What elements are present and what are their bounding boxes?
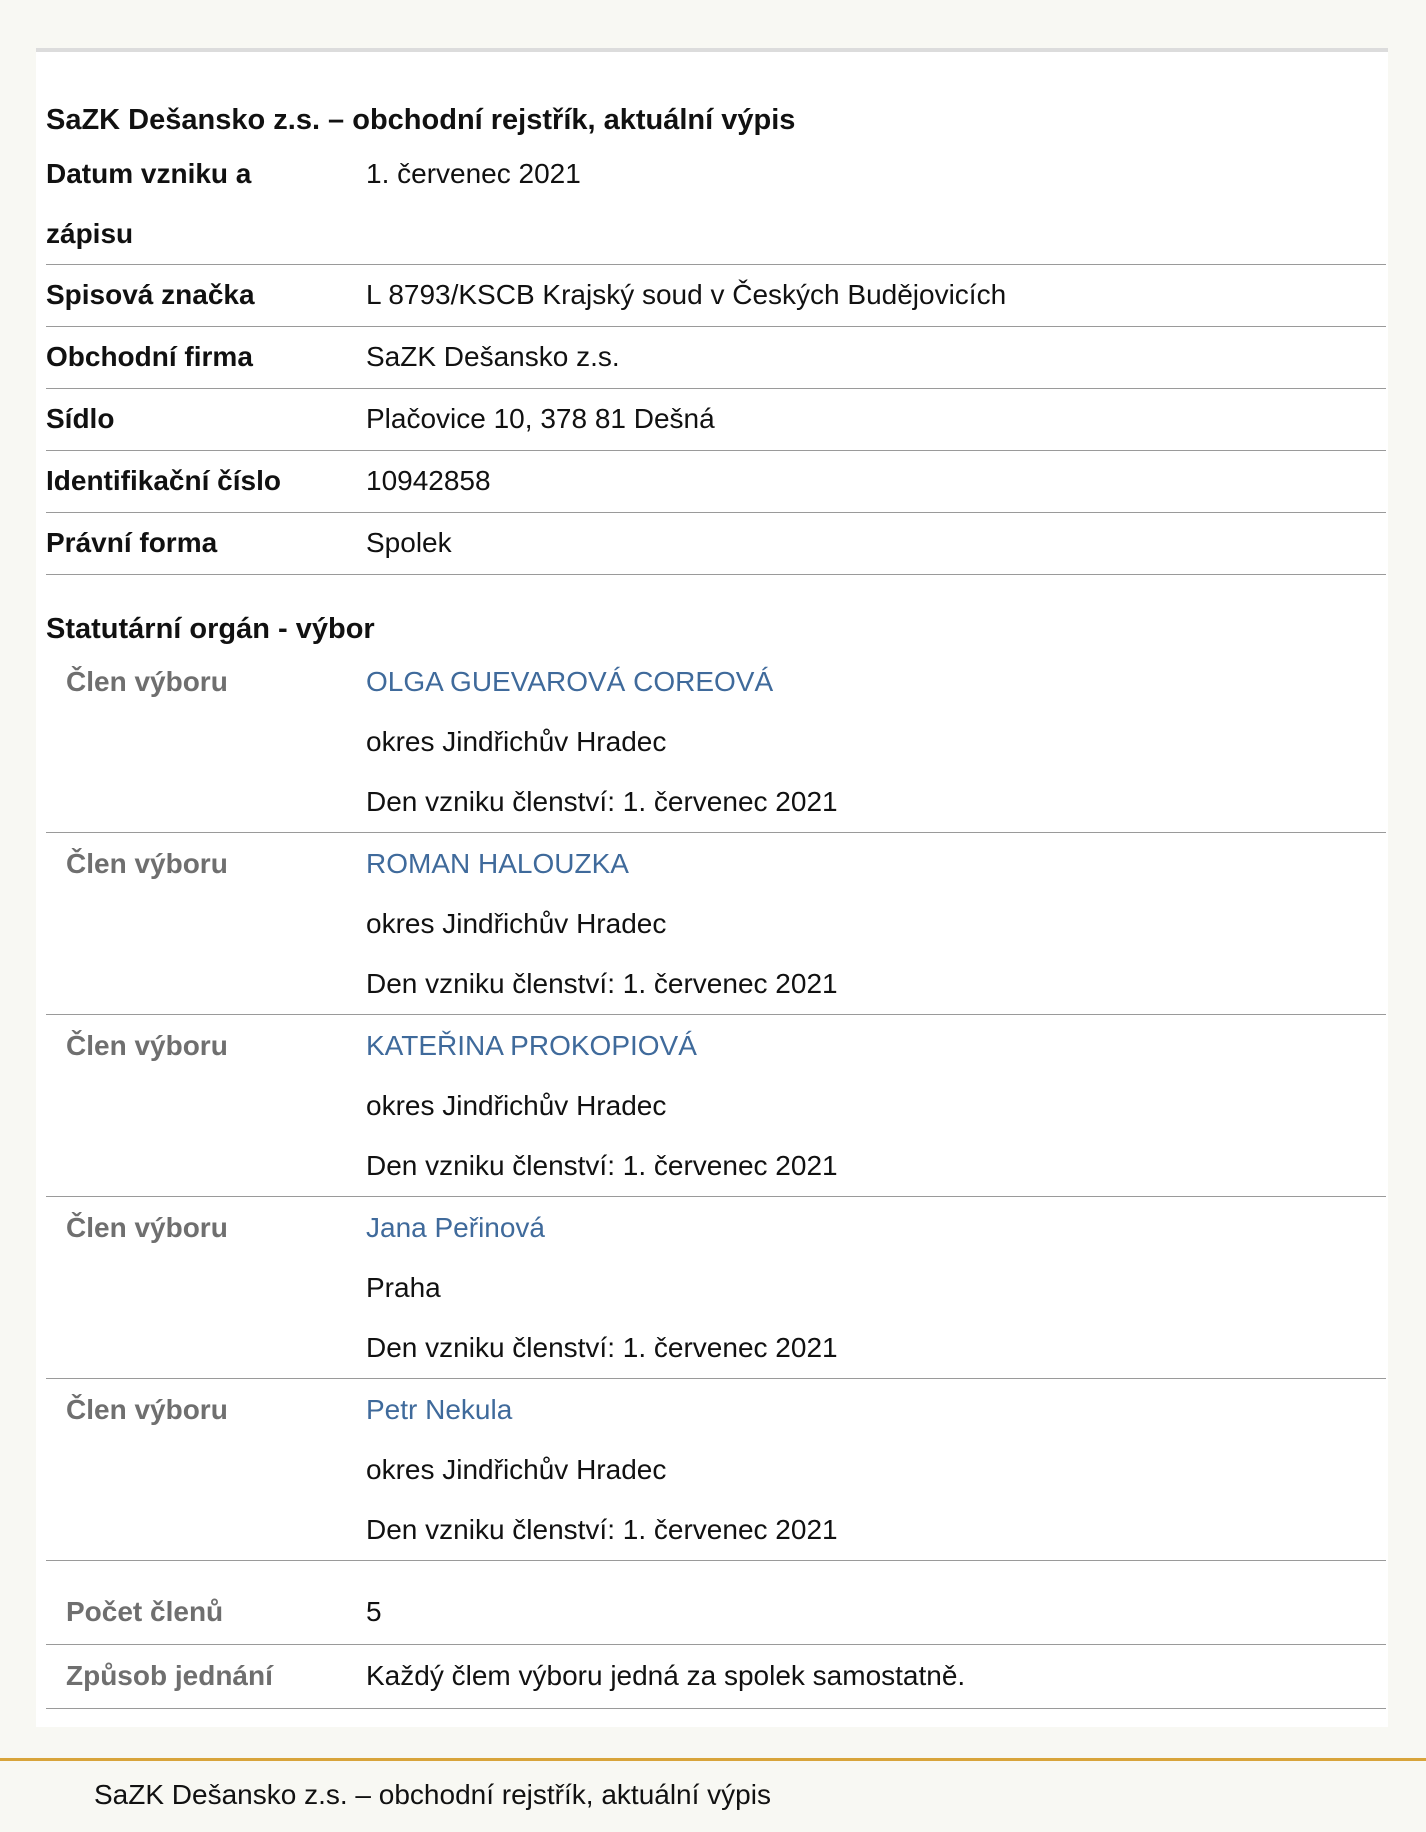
member-name-link[interactable]: Jana Peřinová (366, 1212, 546, 1243)
field-label-date-line1: Datum vzniku a (46, 158, 252, 189)
member-district: Praha (366, 1272, 441, 1303)
field-row-file-number (46, 265, 1386, 327)
member-name-link[interactable]: OLGA GUEVAROVÁ COREOVÁ (366, 666, 774, 697)
member-row (46, 1198, 1386, 1379)
member-since: Den vzniku členství: 1. červenec 2021 (366, 1514, 838, 1545)
member-name-link[interactable]: Petr Nekula (366, 1394, 513, 1425)
member-district: okres Jindřichův Hradec (366, 726, 667, 757)
member-since: Den vzniku členství: 1. červenec 2021 (366, 1150, 838, 1181)
member-role: Člen výboru (66, 1212, 228, 1243)
field-row-company-name (46, 327, 1386, 389)
member-row (46, 652, 1386, 833)
field-row-id-number (46, 451, 1386, 513)
member-name-link[interactable]: ROMAN HALOUZKA (366, 848, 629, 879)
footer-title: SaZK Dešansko z.s. – obchodní rejstřík, aktuální výpis (94, 1779, 771, 1810)
member-district: okres Jindřichův Hradec (366, 908, 667, 939)
field-label-id-number: Identifikační číslo (46, 465, 281, 496)
member-district: okres Jindřichův Hradec (366, 1454, 667, 1485)
member-role: Člen výboru (66, 848, 228, 879)
conduct-label: Způsob jednání (66, 1660, 273, 1691)
member-count-row (46, 1562, 1386, 1645)
field-row-legal-form (46, 513, 1386, 575)
registry-extract-card (36, 48, 1388, 1727)
field-label-file-number: Spisová značka (46, 279, 255, 310)
member-since: Den vzniku členství: 1. červenec 2021 (366, 968, 838, 999)
field-label-seat: Sídlo (46, 403, 115, 434)
field-value-file-number: L 8793/KSCB Krajský soud v Českých Budějovicích (366, 279, 1007, 310)
statutory-heading: Statutární orgán - výbor (46, 613, 375, 645)
field-value-company-name: SaZK Dešansko z.s. (366, 341, 620, 372)
field-row-seat (46, 389, 1386, 451)
field-value-id-number: 10942858 (366, 465, 491, 496)
member-row (46, 1380, 1386, 1561)
field-label-legal-form: Právní forma (46, 527, 218, 558)
member-row (46, 834, 1386, 1015)
member-role: Člen výboru (66, 666, 228, 697)
member-since: Den vzniku členství: 1. červenec 2021 (366, 786, 838, 817)
member-count-label: Počet členů (66, 1596, 224, 1627)
field-label-date-line2: zápisu (46, 218, 134, 249)
member-role: Člen výboru (66, 1030, 228, 1061)
member-row (46, 1016, 1386, 1197)
member-name-link[interactable]: KATEŘINA PROKOPIOVÁ (366, 1030, 697, 1061)
conduct-value: Každý člem výboru jedná za spolek samostatně. (366, 1660, 966, 1691)
field-label-company-name: Obchodní firma (46, 341, 253, 372)
page-title: SaZK Dešansko z.s. – obchodní rejstřík, aktuální výpis (46, 104, 796, 136)
field-value-date: 1. červenec 2021 (366, 158, 581, 189)
member-count-value: 5 (366, 1596, 382, 1627)
field-value-legal-form: Spolek (366, 527, 452, 558)
field-value-seat: Plačovice 10, 378 81 Dešná (366, 403, 715, 434)
field-row-date (46, 144, 1386, 265)
member-role: Člen výboru (66, 1394, 228, 1425)
footer-divider (0, 1758, 1426, 1761)
member-since: Den vzniku členství: 1. červenec 2021 (366, 1332, 838, 1363)
member-district: okres Jindřichův Hradec (366, 1090, 667, 1121)
conduct-row (46, 1646, 1386, 1709)
